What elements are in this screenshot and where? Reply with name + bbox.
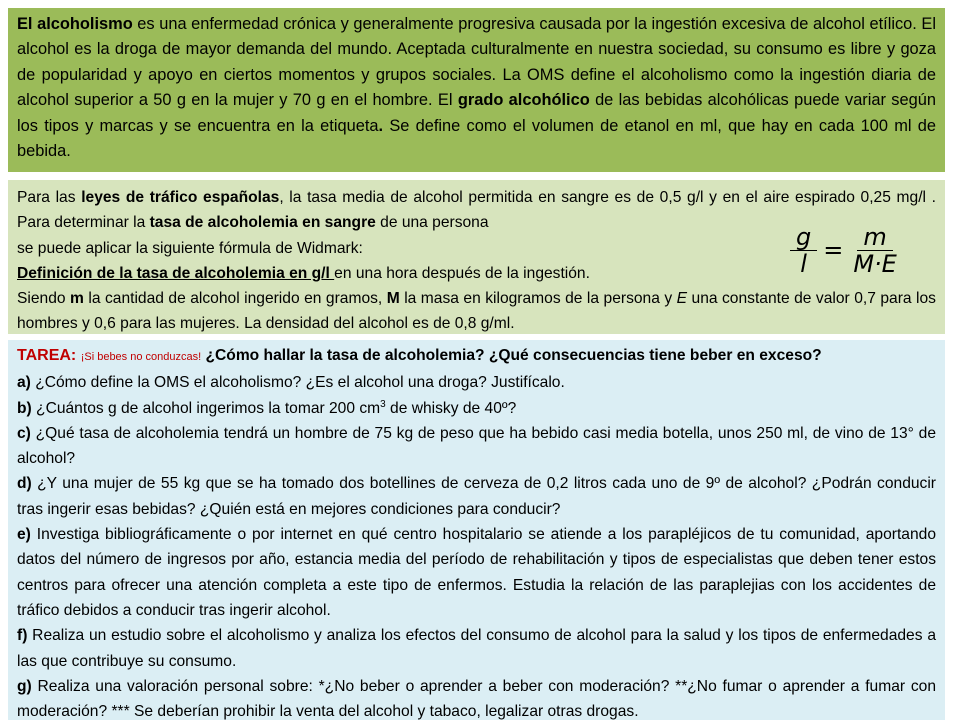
laws-paragraph-4: Siendo m la cantidad de alcohol ingerido en gramos, M la masa en kilogramos de la persona y E una constante de valor 0,7 para los hombres y 0,6 para las mujeres. La densidad del alcohol es de 0,8 g/ml. bbox=[17, 290, 936, 333]
task-item-a: a) ¿Cómo define la OMS el alcoholismo? ¿Es el alcohol una droga? Justifícalo. bbox=[17, 374, 565, 392]
widmark-formula: $\frac{g}{l}$ = $\frac{m}{M\cdot E}$ bbox=[790, 220, 910, 280]
task-item-b: b) ¿Cuántos g de alcohol ingerimos la tomar 200 $cm^3$ de whisky de 40º? bbox=[17, 398, 517, 417]
intro-panel bbox=[8, 8, 945, 172]
laws-paragraph-3: Definición de la tasa de alcoholemia en g/l en una hora después de la ingestión. bbox=[17, 264, 590, 282]
task-slogan: ¡Si bebes no conduzcas! bbox=[80, 351, 202, 363]
laws-paragraph-2: se puede aplicar la siguiente fórmula de Widmark: bbox=[17, 239, 363, 257]
task-item-c: c) ¿Qué tasa de alcoholemia tendrá un hombre de 75 kg de peso que ha bebido casi media botella, unos 250 ml, de vino de 13° de alcohol? bbox=[17, 424, 936, 468]
intro-term-grado: grado alcohólico bbox=[457, 91, 590, 110]
formula-left-fraction: $\frac{g}{l}$ bbox=[790, 224, 817, 277]
laws-paragraph-1: Para las leyes de tráfico españolas, la tasa media de alcohol permitida en sangre es de 0,5 g/l y en el aire espirado 0,25 mg/l . Para determinar la tasa de alcoholemia en sangre de una persona bbox=[17, 189, 936, 232]
task-item-d: d) ¿Y una mujer de 55 kg que se ha tomado dos botellines de cerveza de 0,2 litros cada uno de 9º de alcohol? ¿Podrán conducir tras ingerir esas bebidas? ¿Quién está en mejores condiciones para conducir? bbox=[17, 475, 936, 518]
intro-paragraph: El alcoholismo es una enfermedad crónica y generalmente progresiva causada por la ingestión excesiva de alcohol etílico. El alcohol es la droga de mayor demanda del mundo. Aceptada culturalmente en nuestra sociedad, su consumo es libre y goza de popularidad y apoyo en ciertos momentos y grupos sociales. La OMS define el alcoholismo como la ingestión diaria de alcohol superior a 50 g en la mujer y 70 g en el hombre. El grado alcohólico de las bebidas alcohólicas puede variar según los tipos y marcas y se encuentra en la etiqueta. Se define como el volumen de etanol en ml, que hay en cada 100 ml de bebida. bbox=[17, 15, 937, 161]
task-item-e: e) Investiga bibliográficamente o por internet en qué centro hospitalario se atiende a los parapléjicos de tu comunidad, aportando datos del número de ingresos por año, estancia media del período de rehabilitación y tipos de especialistas que deben tener estos centros para ofrecer una atención completa a este tipo de enfermos. Estudia la relación de las paraplejias con los accidentes de tráfico debidos a conducir tras ingerir alcohol. bbox=[17, 526, 936, 619]
task-panel bbox=[8, 340, 945, 720]
task-item-f: f) Realiza un estudio sobre el alcoholismo y analiza los efectos del consumo de alcohol para la salud y los tipos de enfermedades a las que contribuye su consumo. bbox=[17, 627, 936, 670]
task-heading: TAREA: ¡Si bebes no conduzcas! ¿Cómo hallar la tasa de alcoholemia? ¿Qué consecuencias tiene beber en exceso? bbox=[17, 347, 822, 364]
formula-right-fraction: $\frac{m}{M\cdot E}$ bbox=[853, 222, 897, 278]
task-item-g: g) Realiza una valoración personal sobre: *¿No beber o aprender a beber con moderación? **¿No fumar o aprender a fumar con moderación? *** Se deberían prohibir la venta del alcohol y tabaco, legalizar otras drogas. bbox=[17, 677, 936, 721]
intro-term-alcoholismo: El alcoholismo bbox=[17, 15, 133, 33]
